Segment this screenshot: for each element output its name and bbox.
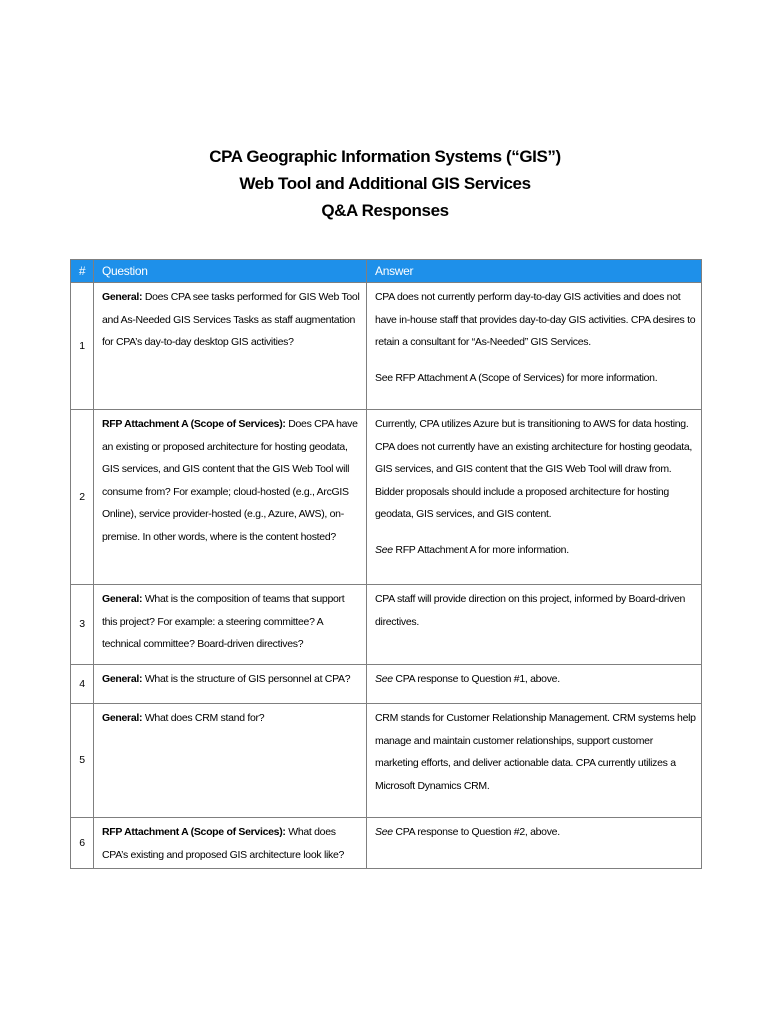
answer-text: CPA staff will provide direction on this project, informed by Board-driven directives. xyxy=(375,593,686,628)
answer-text-secondary: See RFP Attachment A (Scope of Services) for more information. xyxy=(375,371,658,384)
header-answer: Answer xyxy=(367,260,702,283)
answer-see: See xyxy=(375,826,393,838)
question-label: General: xyxy=(102,291,143,303)
title-line-1: CPA Geographic Information Systems (“GIS”) xyxy=(209,147,561,166)
question-label: General: xyxy=(102,593,143,605)
table-row xyxy=(71,704,702,818)
row-question xyxy=(94,410,367,585)
question-text: What does CRM stand for? xyxy=(142,712,265,724)
table-header-row xyxy=(71,260,702,283)
table-row xyxy=(71,585,702,665)
row-answer xyxy=(367,704,702,818)
row-answer xyxy=(367,410,702,585)
question-label: RFP Attachment A (Scope of Services): xyxy=(102,826,286,838)
row-number: 6 xyxy=(71,818,94,869)
answer-text: CRM stands for Customer Relationship Management. CRM systems help manage and maintain customer relationships, support customer marketing efforts, and deliver actionable data. CPA currently utilizes a Microsoft Dynamics CRM. xyxy=(375,712,696,792)
row-answer xyxy=(367,283,702,410)
row-question xyxy=(94,283,367,410)
question-label: RFP Attachment A (Scope of Services): xyxy=(102,418,286,430)
row-number: 1 xyxy=(71,283,94,410)
answer-text: CPA response to Question #2, above. xyxy=(392,826,560,838)
answer-text-secondary xyxy=(375,539,697,562)
row-answer xyxy=(367,585,702,665)
row-number: 3 xyxy=(71,585,94,665)
row-question xyxy=(94,665,367,704)
answer-see: See xyxy=(375,543,393,556)
question-text: What is the composition of teams that support this project? For example: a steering committee? A technical committee? Board-driven directives? xyxy=(102,593,345,650)
question-text: What does CPA’s existing and proposed GIS architecture look like? xyxy=(102,826,345,861)
qa-table xyxy=(70,259,702,869)
question-text: Does CPA see tasks performed for GIS Web Tool and As-Needed GIS Services Tasks as staff augmentation for CPA’s day-to-day desktop GIS activities? xyxy=(102,291,360,348)
row-question xyxy=(94,585,367,665)
answer-see-text: RFP Attachment A for more information. xyxy=(392,543,569,556)
answer-text: CPA response to Question #1, above. xyxy=(392,673,560,685)
header-question: Question xyxy=(94,260,367,283)
title-line-2: Web Tool and Additional GIS Services xyxy=(239,174,531,193)
row-answer xyxy=(367,665,702,704)
table-row xyxy=(71,410,702,585)
answer-text: CPA does not currently perform day-to-day GIS activities and does not have in-house staff that provides day-to-day GIS activities. CPA desires to retain a consultant for “As-Needed” GIS Services. xyxy=(375,291,696,348)
question-text: What is the structure of GIS personnel at CPA? xyxy=(142,673,351,685)
row-question xyxy=(94,818,367,869)
answer-see: See xyxy=(375,673,393,685)
table-row xyxy=(71,818,702,869)
table-row xyxy=(71,283,702,410)
document-title xyxy=(0,143,770,224)
row-answer xyxy=(367,818,702,869)
question-label: General: xyxy=(102,673,143,685)
row-number: 4 xyxy=(71,665,94,704)
question-text: Does CPA have an existing or proposed architecture for hosting geodata, GIS services, and GIS content that the GIS Web Tool will consume from? For example; cloud-hosted (e.g., ArcGIS Online), service provider-hosted (e.g., Azure, AWS), on-premise. In other words, where is the content hosted? xyxy=(102,418,358,543)
answer-text: Currently, CPA utilizes Azure but is transitioning to AWS for data hosting. CPA does not currently have an existing architecture for hosting geodata, GIS services, and GIS content that the GIS Web Tool will draw from. Bidder proposals should include a proposed architecture for hosting geodata, GIS services, and GIS content. xyxy=(375,418,693,520)
title-line-3: Q&A Responses xyxy=(321,201,449,220)
question-label: General: xyxy=(102,712,143,724)
row-number: 5 xyxy=(71,704,94,818)
table-row xyxy=(71,665,702,704)
row-question xyxy=(94,704,367,818)
row-number: 2 xyxy=(71,410,94,585)
header-number: # xyxy=(71,260,94,283)
